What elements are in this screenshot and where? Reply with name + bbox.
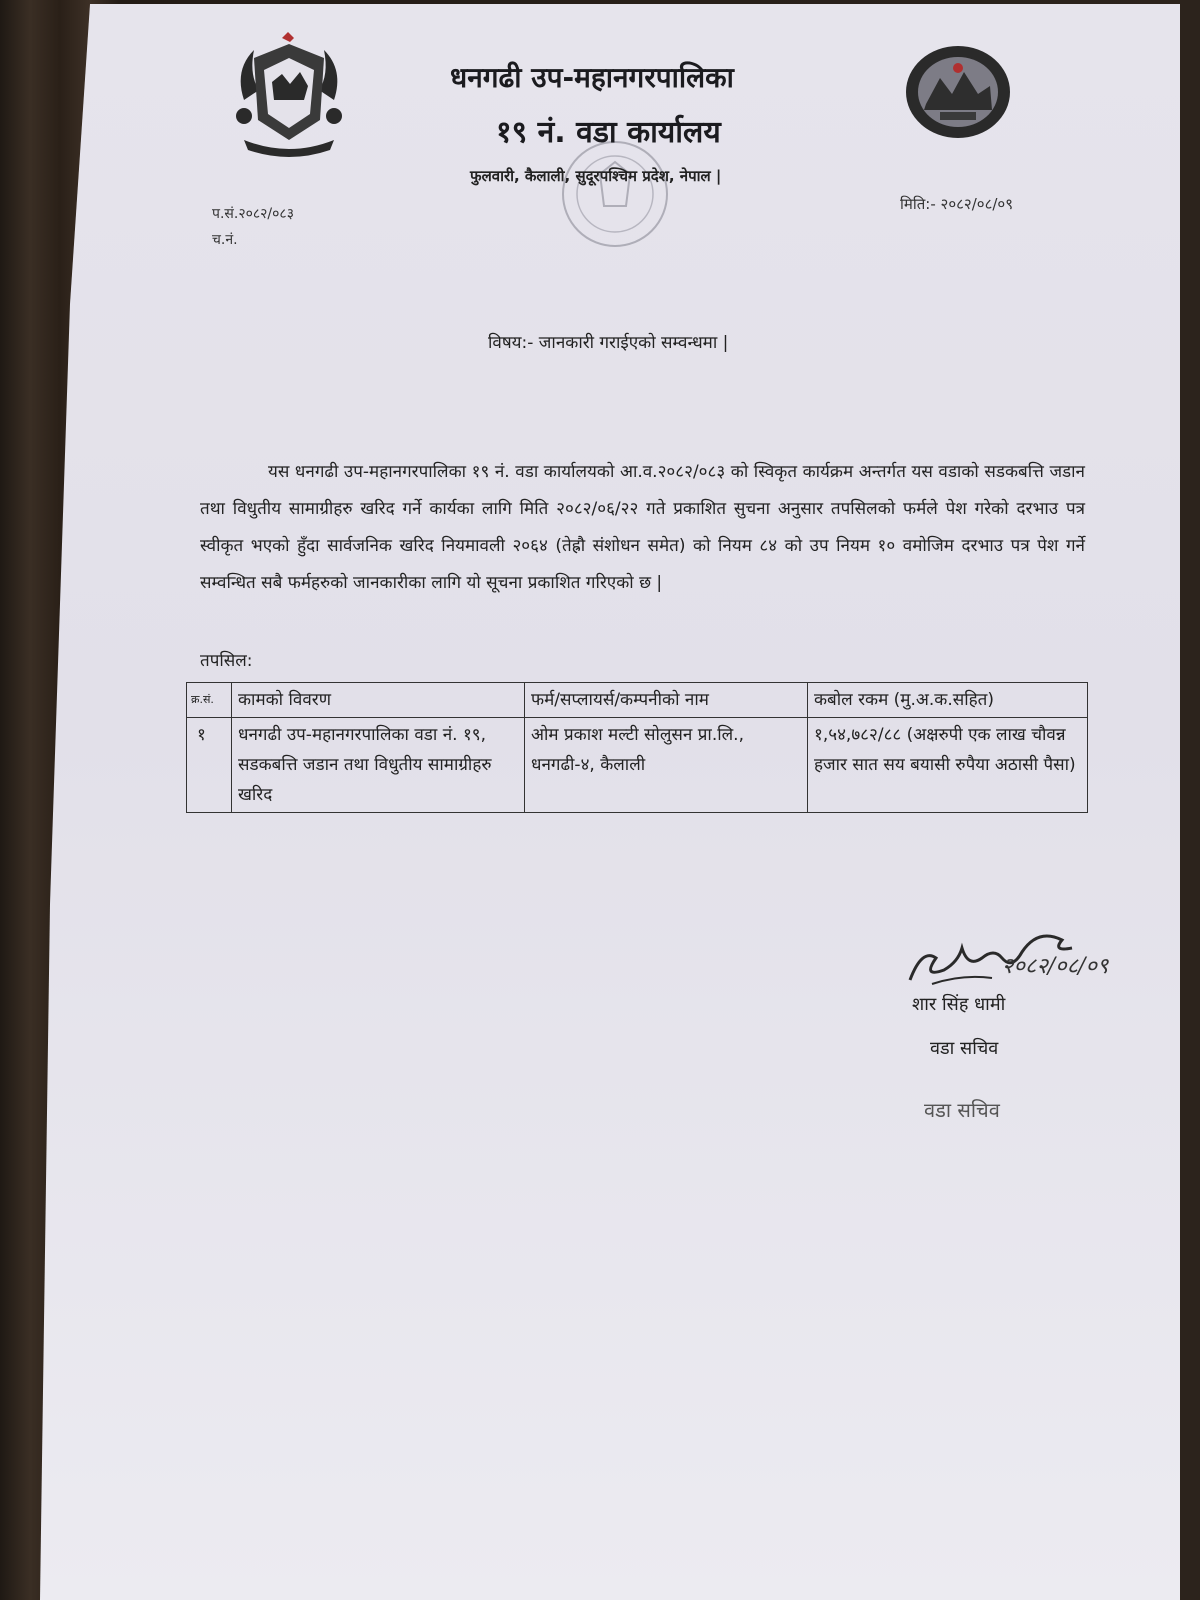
signatory-title: वडा सचिव	[930, 1038, 999, 1059]
details-table	[186, 682, 1088, 813]
letter-body: यस धनगढी उप-महानगरपालिका १९ नं. वडा कार्यालयको आ.व.२०८२/०८३ को स्विकृत कार्यक्रम अन्तर्गत यस वडाको सडकबत्ति जडान तथा विधुतीय सामाग्रीहरु खरिद गर्ने कार्यका लागि मिति २०८२/०६/२२ गते प्रकाशित सुचना अनुसार तपसिलको फर्मले पेश गरेको दरभाउ पत्र स्वीकृत भएको हुँदा सार्वजनिक खरिद नियमावली २०६४ (तेह्रौ संशोधन समेत) को नियम ८४ को उप नियम १० वमोजिम दरभाउ पत्र पेश गर्ने सम्वन्धित सबै फर्महरुको जानकारीका लागि यो सूचना प्रकाशित गरिएको छ |	[200, 462, 1085, 593]
office-address: फुलवारी, कैलाली, सुदूरपश्चिम प्रदेश, नेपाल |	[470, 167, 722, 185]
row-work-description: धनगढी उप-महानगरपालिका वडा नं. १९, सडकबत्ति जडान तथा विधुतीय सामाग्रीहरु खरिद	[232, 718, 525, 813]
row-firm-name: ओम प्रकाश मल्टी सोलुसन प्रा.लि., धनगढी-४, कैलाली	[525, 718, 808, 813]
row-amount: १,५४,७८२/८८ (अक्षरुपी एक लाख चौवन्न हजार सात सय बयासी रुपैया अठासी पैसा)	[808, 718, 1088, 813]
office-name: १९ नं. वडा कार्यालय	[496, 115, 721, 150]
letter-date: मिति:- २०८२/०८/०९	[900, 195, 1014, 213]
reference-number: प.सं.२०८२/०८३	[212, 206, 294, 222]
signatory-name: शार सिंह धामी	[912, 994, 1006, 1015]
letter-subject: विषय:- जानकारी गराईएको सम्वन्धमा |	[488, 333, 729, 353]
table-row	[187, 718, 1088, 813]
nepal-emblem-icon	[224, 30, 354, 162]
details-label: तपसिल:	[200, 651, 253, 671]
designation-stamp: वडा सचिव	[924, 1098, 1000, 1122]
table-header: कबोल रकम (मु.अ.क.सहित)	[808, 683, 1088, 718]
table-header: फर्म/सप्लायर्स/कम्पनीको नाम	[525, 683, 808, 718]
municipality-name: धनगढी उप-महानगरपालिका	[450, 61, 734, 94]
signature-date: २०८२/०८/०९	[1002, 954, 1109, 979]
office-stamp-icon	[540, 134, 690, 254]
row-serial: १	[187, 718, 232, 813]
table-header-row	[187, 683, 1088, 718]
table-header: क्र.सं.	[187, 683, 232, 718]
table-header: कामको विवरण	[232, 683, 525, 718]
dispatch-number: च.नं.	[212, 232, 238, 248]
municipality-seal-icon	[904, 44, 1012, 140]
